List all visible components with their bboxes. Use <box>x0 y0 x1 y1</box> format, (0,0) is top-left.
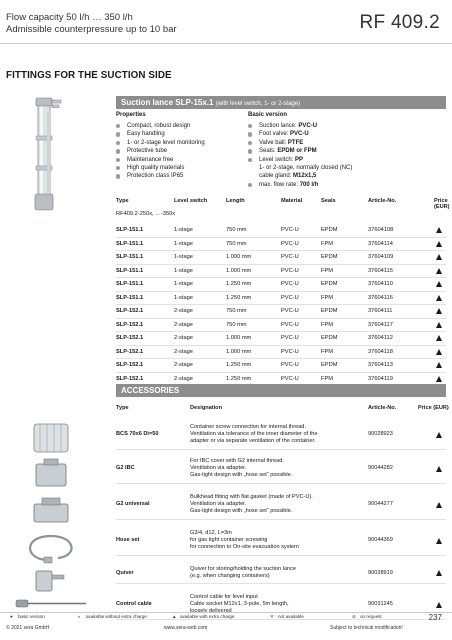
bullet-icon <box>116 149 120 153</box>
order-triangle-icon <box>436 268 442 274</box>
accessory-article-no: 90031245 <box>368 601 393 608</box>
table-row <box>116 265 446 277</box>
suction-lance-image <box>6 96 106 216</box>
property-item <box>116 172 205 180</box>
table-cell: 37604115 <box>368 267 393 274</box>
table-cell: FPM <box>321 294 334 301</box>
description-line: Bulkhead fitting with flat gasket (made of PVC-U). <box>190 494 313 500</box>
property-item <box>116 156 205 164</box>
accessory-article-no: 90044277 <box>368 501 393 508</box>
accessory-description <box>190 424 318 446</box>
row-divider <box>116 483 446 484</box>
table-row <box>116 292 446 304</box>
description-line: (e.g. when changing containers) <box>190 573 270 580</box>
table-cell: 37604109 <box>368 254 394 260</box>
header-line2: Admissible counterpressure up to 10 bar <box>6 24 177 35</box>
table-cell: SLP-152.1 <box>116 348 144 355</box>
basic-item <box>248 147 352 155</box>
table-row <box>116 359 446 371</box>
section-title: FITTINGS FOR THE SUCTION SIDE <box>6 70 172 81</box>
basic-label: max. flow rate: <box>259 181 300 188</box>
table-cell: EPDM <box>321 254 338 260</box>
accessory-type: Hose set <box>116 537 140 544</box>
property-item <box>116 147 205 155</box>
table-cell: 1-stage <box>174 227 193 233</box>
basic-value: PVC-U <box>298 123 318 129</box>
model-number: RF 409.2 <box>359 12 440 33</box>
property-item <box>116 122 205 130</box>
table-cell: FPM <box>321 321 334 328</box>
description-line: for gas tight container screwing <box>190 537 268 544</box>
basic-value: 700 l/h <box>299 181 319 188</box>
accessory-type: Quiver <box>116 569 134 576</box>
description-line: Control cable for level input <box>190 594 258 600</box>
legend-label: not available <box>278 614 304 619</box>
property-text: High quality materials <box>127 165 185 172</box>
table-row <box>116 346 446 358</box>
order-triangle-icon <box>436 466 442 472</box>
lance-title: Suction lance SLP-15x.1 <box>121 98 214 107</box>
table-cell: 37604108 <box>368 227 394 233</box>
table-cell: FPM <box>321 240 334 247</box>
acc-col-header: Type <box>116 405 129 411</box>
accessory-row <box>116 458 446 480</box>
table-cell: 37604110 <box>368 281 393 287</box>
table-subhead-text: RF409.2-250x, …-350x <box>116 211 176 217</box>
table-cell: FPM <box>321 348 334 355</box>
page-number: 237 <box>428 613 442 622</box>
control-cable-image <box>6 593 96 613</box>
table-cell: 1-stage <box>174 281 193 287</box>
description-line: adapter or via separate ventilation of the container. <box>190 438 316 445</box>
accessories-title: ACCESSORIES <box>121 386 180 395</box>
table-cell: EPDM <box>321 362 338 368</box>
table-cell: 750 mm <box>226 227 247 233</box>
table-cell: PVC-U <box>281 348 299 355</box>
extra-charge-icon: ▲ <box>172 614 177 619</box>
table-cell: 37604117 <box>368 321 393 328</box>
accessory-description <box>190 458 292 480</box>
order-triangle-icon <box>436 362 442 368</box>
description-line: Gas-tight design with „hose set“ possible. <box>190 508 293 515</box>
basic-item <box>248 122 352 130</box>
table-cell: 37604118 <box>368 348 393 355</box>
modification-note: Subject to technical modification! <box>330 625 403 631</box>
description-line: for connection to On-site evacuation system <box>190 544 299 551</box>
basic-version-heading: Basic version <box>248 112 288 118</box>
table-cell: SLP-151.1 <box>116 254 144 260</box>
footer-divider <box>0 612 452 613</box>
basic-item <box>248 130 352 138</box>
header-divider <box>0 43 452 44</box>
description-line: Ventilation via adapter. <box>190 501 247 508</box>
table-row <box>116 332 446 344</box>
table-cell: PVC-U <box>281 375 299 382</box>
table-cell: EPDM <box>321 281 338 287</box>
table-cell: 1.250 mm <box>226 362 252 368</box>
accessory-description <box>190 566 296 580</box>
table-cell: SLP-151.1 <box>116 267 144 274</box>
table-cell: SLP-151.1 <box>116 240 144 247</box>
basic-version-list <box>248 122 352 189</box>
table-row <box>116 305 446 317</box>
table-cell: 1.250 mm <box>226 294 252 301</box>
table-cell: PVC-U <box>281 240 299 247</box>
table-cell: 1-stage <box>174 254 193 260</box>
basic-label: cable gland: <box>259 173 294 180</box>
hose-set-image <box>6 530 96 566</box>
table-cell: SLP-151.1 <box>116 294 144 301</box>
table-cell: 37604119 <box>368 375 393 382</box>
bullet-icon <box>116 124 120 128</box>
property-text: Maintenance free <box>127 156 174 163</box>
table-cell: PVC-U <box>281 254 299 260</box>
basic-label: Valve ball: <box>259 139 288 146</box>
table-cell: 2-stage <box>174 348 193 355</box>
table-cell: SLP-152.1 <box>116 321 144 328</box>
properties-heading: Properties <box>116 112 146 118</box>
table-cell: 2-stage <box>174 362 193 368</box>
bullet-icon <box>248 141 252 145</box>
description-line: Gas-tight design with „hose set“ possible. <box>190 472 293 479</box>
table-cell: 37604116 <box>368 294 393 301</box>
table-col-header: Article-No. <box>368 198 397 204</box>
basic-value: PVC-U <box>290 131 309 138</box>
table-cell: SLP-152.1 <box>116 375 144 382</box>
accessory-article-no: 90044369 <box>368 537 393 544</box>
property-text: Protection class IP65 <box>127 173 184 180</box>
table-col-header: Price (EUR) <box>434 198 450 210</box>
order-triangle-icon <box>436 241 442 247</box>
table-row <box>116 224 446 236</box>
table-cell: 2-stage <box>174 335 193 341</box>
legend-label: available with extra charge <box>180 614 235 619</box>
basic-version-icon: ● <box>10 614 13 619</box>
accessories-bar <box>116 384 446 397</box>
property-text: 1- or 2-stage level monitoring <box>127 139 205 146</box>
table-cell: PVC-U <box>281 294 299 301</box>
table-cell: 1.000 mm <box>226 335 252 341</box>
description-line: Quiver for storing/holding the suction lance <box>190 566 297 572</box>
accessory-article-no: 90044282 <box>368 465 393 472</box>
header-line1: Flow capacity 50 l/h … 350 l/h <box>6 12 133 23</box>
table-cell: 1-stage <box>174 294 193 301</box>
bullet-icon <box>116 174 120 178</box>
table-col-header: Material <box>281 198 303 204</box>
order-triangle-icon <box>436 538 442 544</box>
bullet-icon <box>116 132 120 136</box>
basic-item <box>248 172 352 180</box>
table-cell: 1-stage <box>174 267 193 274</box>
basic-label: Level switch: <box>259 156 296 163</box>
order-triangle-icon <box>436 432 442 438</box>
description-line: G3/4, d12, L=3m <box>190 530 232 536</box>
property-item <box>116 164 205 172</box>
table-col-header: Length <box>226 198 245 204</box>
basic-item <box>248 181 352 189</box>
g2-universal-adapter-image <box>6 494 96 530</box>
description-line: Ventilation via tolerance of the inner diameter of the <box>190 431 318 438</box>
table-row <box>116 373 446 385</box>
table-cell: 750 mm <box>226 240 247 247</box>
table-cell: 1.000 mm <box>226 254 252 260</box>
basic-item <box>248 156 352 164</box>
table-cell: SLP-152.1 <box>116 362 144 368</box>
header-text <box>6 12 177 36</box>
basic-value: EPDM or FPM <box>277 148 317 155</box>
accessory-article-no: 90028919 <box>368 569 393 576</box>
table-cell: 2-stage <box>174 308 193 314</box>
lance-title-bar <box>116 96 446 109</box>
table-col-header: Level switch <box>174 198 208 204</box>
table-row <box>116 238 446 250</box>
property-text: Easy handling <box>127 131 165 138</box>
table-row <box>116 319 446 331</box>
accessory-row <box>116 494 446 516</box>
table-cell: PVC-U <box>281 281 299 287</box>
table-row <box>116 251 446 263</box>
accessory-description <box>190 530 299 552</box>
basic-value: PTFE <box>287 139 304 146</box>
table-cell: PVC-U <box>281 335 299 341</box>
order-triangle-icon <box>436 254 442 260</box>
bullet-icon <box>248 124 252 128</box>
bullet-icon <box>248 183 252 187</box>
accessory-article-no: 90028923 <box>368 431 393 438</box>
table-cell: PVC-U <box>281 227 299 233</box>
copyright: © 2021 sera GmbH <box>6 625 50 631</box>
basic-value: PP <box>295 156 304 163</box>
table-cell: 37604114 <box>368 240 393 247</box>
table-cell: FPM <box>321 375 334 382</box>
basic-label: 1- or 2-stage, normally closed (NC) <box>259 165 353 172</box>
row-divider <box>116 555 446 556</box>
website-link[interactable]: www.sera-web.com <box>164 625 208 631</box>
table-cell: EPDM <box>321 308 338 314</box>
description-line: Container screw connection for internal thread. <box>190 424 306 430</box>
table-cell: 1.250 mm <box>226 375 252 382</box>
table-cell: 37604111 <box>368 308 393 314</box>
table-cell: 1.250 mm <box>226 281 252 287</box>
table-cell: 2-stage <box>174 321 193 328</box>
table-cell: 37604112 <box>368 335 393 341</box>
bullet-icon <box>248 149 252 153</box>
accessory-description <box>190 494 313 516</box>
basic-label: Foot valve: <box>259 131 291 138</box>
table-col-header: Type <box>116 198 129 204</box>
bullet-icon <box>248 158 252 162</box>
table-subhead <box>116 208 446 220</box>
table-cell: PVC-U <box>281 321 299 328</box>
table-cell: 37604113 <box>368 362 393 368</box>
property-item <box>116 130 205 138</box>
table-cell: 1.000 mm <box>226 267 252 274</box>
table-cell: 1-stage <box>174 240 193 247</box>
table-cell: 2-stage <box>174 375 193 382</box>
table-col-header: Seals <box>321 198 336 204</box>
order-triangle-icon <box>436 308 442 314</box>
table-cell: PVC-U <box>281 308 299 314</box>
lance-subtitle: (with level switch, 1- or 2-stage) <box>215 101 301 107</box>
description-line: Ventilation via adapter. <box>190 465 247 472</box>
table-cell: PVC-U <box>281 362 299 368</box>
table-cell: 750 mm <box>226 308 247 314</box>
order-triangle-icon <box>436 335 442 341</box>
on-request-icon: ⊘ <box>352 614 356 619</box>
basic-item <box>248 139 352 147</box>
bullet-icon <box>116 166 120 170</box>
basic-value: M12x1,5 <box>293 173 317 180</box>
property-text: Protective tube <box>127 148 168 155</box>
bullet-icon <box>116 158 120 162</box>
not-available-icon: ✕ <box>270 614 274 619</box>
order-triangle-icon <box>436 281 442 287</box>
order-triangle-icon <box>436 349 442 355</box>
table-cell: SLP-152.1 <box>116 308 144 314</box>
bcs-adapter-image <box>6 420 96 456</box>
basic-label: Seals: <box>259 148 278 155</box>
acc-col-header: Price (EUR) <box>418 405 449 411</box>
property-text: Compact, robust design <box>127 123 191 129</box>
order-triangle-icon <box>436 227 442 233</box>
order-triangle-icon <box>436 570 442 576</box>
legend-label: available without extra charge <box>86 614 147 619</box>
accessory-type: BCS 70x6 Di=50 <box>116 431 159 438</box>
accessory-type: G2 universal <box>116 501 150 508</box>
quiver-image <box>6 565 96 595</box>
description-line: Cable socket M12x1, 3-pole, 5m length, <box>190 601 289 608</box>
row-divider <box>116 583 446 584</box>
table-cell: SLP-152.1 <box>116 335 144 341</box>
description-line: For IBC cover with G2 internal thread. <box>190 458 284 464</box>
table-cell: FPM <box>321 267 334 274</box>
acc-col-header: Article-No. <box>368 405 397 411</box>
property-item <box>116 139 205 147</box>
legend-label: basic version <box>18 614 45 619</box>
basic-label: Suction lance: <box>259 123 299 129</box>
table-cell: EPDM <box>321 227 338 233</box>
properties-list <box>116 122 205 181</box>
table-cell: 1.000 mm <box>226 348 252 355</box>
table-cell: PVC-U <box>281 267 299 274</box>
accessory-row <box>116 530 446 552</box>
accessory-type: Control cable <box>116 601 152 608</box>
table-cell: EPDM <box>321 335 338 341</box>
g2-ibc-adapter-image <box>6 456 96 492</box>
bullet-icon <box>116 141 120 145</box>
order-triangle-icon <box>436 376 442 382</box>
accessory-row <box>116 566 446 580</box>
legend-label: on request <box>360 614 382 619</box>
order-triangle-icon <box>436 602 442 608</box>
row-divider <box>116 519 446 520</box>
accessory-type: G2 IBC <box>116 465 135 472</box>
accessory-row <box>116 424 446 446</box>
no-extra-charge-icon: ◐ <box>78 614 81 619</box>
acc-col-header: Designation <box>190 405 223 411</box>
bullet-icon <box>248 132 252 136</box>
order-triangle-icon <box>436 295 442 301</box>
table-cell: SLP-151.1 <box>116 281 144 287</box>
table-cell: SLP-151.1 <box>116 227 144 233</box>
row-divider <box>116 449 446 450</box>
table-row <box>116 278 446 290</box>
order-triangle-icon <box>436 322 442 328</box>
basic-item <box>248 164 352 172</box>
order-triangle-icon <box>436 502 442 508</box>
table-cell: 750 mm <box>226 321 247 328</box>
